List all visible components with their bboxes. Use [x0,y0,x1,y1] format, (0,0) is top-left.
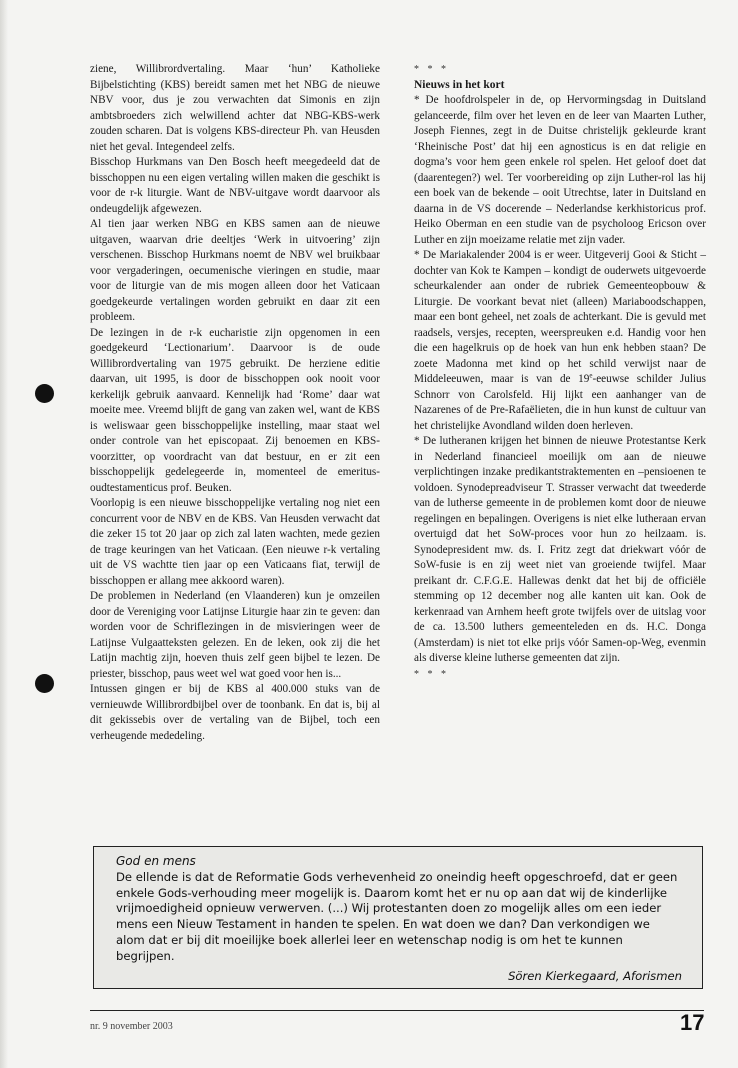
issue-date: nr. 9 november 2003 [90,1021,173,1032]
page-number: 17 [680,1010,705,1035]
paragraph: Intussen gingen er bij de KBS al 400.000 stuks van de vernieuwde Willibrordbijbel over de toonbank. En dat is, bij al dit gekissebis over de vertaling van de Bijbel, toch een verheugende mededeling. [90,683,380,742]
paragraph: ziene, Willibrordvertaling. Maar ‘hun’ Katholieke Bijbelstichting (KBS) bereidt samen met het NBG de nieuwe NBV voor, dus je zou verwachten dat Simonis en zijn ambtsbroeders zich welwillend achter dat NBG-KBS-werk zouden scharen. Dat is volgens KBS-directeur Ph. van Heusden niet het geval. Integendeel zelfs. [90,63,380,153]
left-column [90,62,380,744]
quote-box [93,846,703,989]
news-item: * De hoofdrolspeler in de, op Hervormingsdag in Duitsland gelanceerde, film over het leven en de leer van Maarten Luther, Joseph Fiennes, zegt in de Duitse christelijk gekleurde krant ‘Rheinische Post’ dat hij een agnosticus is en dat religie en dogma’s voor hem geen enkele rol spelen. Het geloof doet dat (daarentegen?) wel. Ter voorbereiding op zijn Luther-rol las hij een boek van de bekende – ooit Utrechtse, later in Duitsland en daarna in de VS docerende – Nederlandse kerkhistoricus prof. Heiko Oberman en een studie van de psycholoog Ericson over Luther en zijn moeizame relatie met zijn vader. [414,94,706,246]
news-item [414,248,706,434]
punch-hole-bottom [35,674,54,693]
paragraph: De lezingen in de r-k eucharistie zijn opgenomen in een goedgekeurd ‘Lectionarium’. Daarvoor is de oude Willibrordvertaling van 1975 gebruikt. De herziene editie daarvan, uit 1995, is door de bisschoppen ook nooit voor kerkelijk gebruik aanvaard. Kennelijk had ‘Rome’ daar wat moeite mee. Vreemd blijft de gang van zaken wel, want de KBS is weliswaar geen bisschoppelijke instelling, maar staat wel onder controle van het episcopaat. Zij benoemen en KBS-voorzitter, op voordracht van dat bestuur, en er zit een bisschoppelijk gedelegeerde in, momenteel de emeritus-oudtestamenticus prof. Beuken. [90,326,380,494]
superscript: e [589,371,593,380]
paragraph: Voorlopig is een nieuwe bisschoppelijke vertaling nog niet een concurrent voor de NBV en de KBS. Van Heusden verwacht dat die zeker 15 tot 20 jaar op zich zal laten wachten, mede gezien de trage keuringen van het Vaticaan. (Een nieuwe r-k vertaling uit de VS wachtte tien jaar op een Vaticaans fiat, terwijl de bisschoppen er allang mee akkoord waren). [90,497,380,587]
right-column [414,62,706,682]
section-divider: * * * [414,64,449,75]
quote-title: God en mens [116,854,196,868]
section-divider: * * * [414,668,449,680]
section-heading: Nieuws in het kort [414,78,505,91]
news-item: * De lutheranen krijgen het binnen de nieuwe Protestantse Kerk in Nederland financieel moeilijk om aan de nieuwe verplichtingen inzake predikantstraktementen en –pensioenen te voldoen. Synodepreadviseur T. Strasser verwacht dat tweederde van de lutherse gemeente in de problemen komt door de nieuwe regelingen en bepalingen. Overigens is niet elke lutheraan ervan overtuigd dat het SoW-proces voor hun zo heilzaam. is. Synodepresident mw. ds. I. Fritz zegt dat driekwart vóór de SoW-fusie is en zij weet niet van groeiende twijfel. Maar preikant dr. C.F.G.E. Hallewas denkt dat het bij de officiële stemming op 12 december nog alle kanten uit kan. Ook de kerkenraad van Arnhem heeft grote twijfels over de uitslag voor de ca. 13.500 luthers gemeenteleden en ds. H.C. Donga (Amsterdam) is niet tot elke prijs vóór Samen-op-Weg, evenmin als diverse kleine lutherse gemeenten dat zijn. [414,435,706,664]
paragraph: Bisschop Hurkmans van Den Bosch heeft meegedeeld dat de bisschoppen nu een eigen vertaling willen maken die geschikt is voor de r-k liturgie. Want de NBV-uitgave wordt daarvoor als ondeugdelijk afgewezen. [90,156,380,215]
footer-rule [90,1010,704,1011]
news-item-text: * De Mariakalender 2004 is er weer. Uitgeverij Gooi & Sticht – dochter van Kok te Kampen – kondigt de ouderwets uitgevoerde scheurkalender aan onder de rubriek Gemeenteopbouw & Liturgie. De voorkant bevat niet (alleen) Mariaboodschappen, maar een bont geheel, net zoals de achterkant. Die is gevuld met raadsels, versjes, recepten, weerspreuken e.d. Handig voor hen die een hagelkruis op de hoek van hun enk hebben staan? De zoete Madonna met kind op het schild verwijst naar de Middeleeuwen, maar is van de 19 [414,249,706,385]
paragraph: Al tien jaar werken NBG en KBS samen aan de nieuwe uitgaven, waarvan drie deeltjes ‘Werk in uitvoering’ zijn verschenen. Bisschop Hurkmans noemt de NBV wel bruikbaar voor vergaderingen, oecumenische vieringen en studie, maar voor de liturgie van de mis mogen alleen door het Vaticaan goedgekeurde vertalingen worden gebruikt en daar zit een probleem. [90,218,380,323]
page-edge [0,0,8,1068]
quote-author: Sören Kierkegaard, Aforismen [508,968,682,983]
punch-hole-top [35,384,54,403]
paragraph: De problemen in Nederland (en Vlaanderen) kun je omzeilen door de Vereniging voor Latijnse Liturgie haar zin te geven: dan worden voor de Schriflezingen in de misvieringen weer de Latijnse Vulgaatteksten gelezen. En de leken, ook zij die het Latijn machtig zijn, hoeven thuis zelf geen bijbel te lezen. De priester, bisschop, paus weet wel wat goed voor hen is... [90,590,380,680]
quote-text: De ellende is dat de Reformatie Gods verhevenheid zo oneindig heeft opgeschroefd, dat er geen enkele Gods-verhouding meer mogelijk is. Daarom komt het er nu op aan dat wij de kinderlijke vrijmoedigheid opnieuw verwerven. (...) Wij protestanten doen zo mogelijk alles om een ieder mens een Nieuw Testament in handen te spelen. En wat doen we dan? Dan verkondigen we alom dat er bij dit moeilijke boek allerlei leer en wetenschap nodig is om het te kunnen begrijpen. [116,869,678,963]
news-item-text: -eeuwse schilder Julius Schnorr von Carolsfeld. Hij lijkt een aanhanger van de Nazarenes of de Pre-Rafaëlieten, die in hun kunst de cultuur van het christelijke Avondland wilden doen herleven. [414,373,706,432]
